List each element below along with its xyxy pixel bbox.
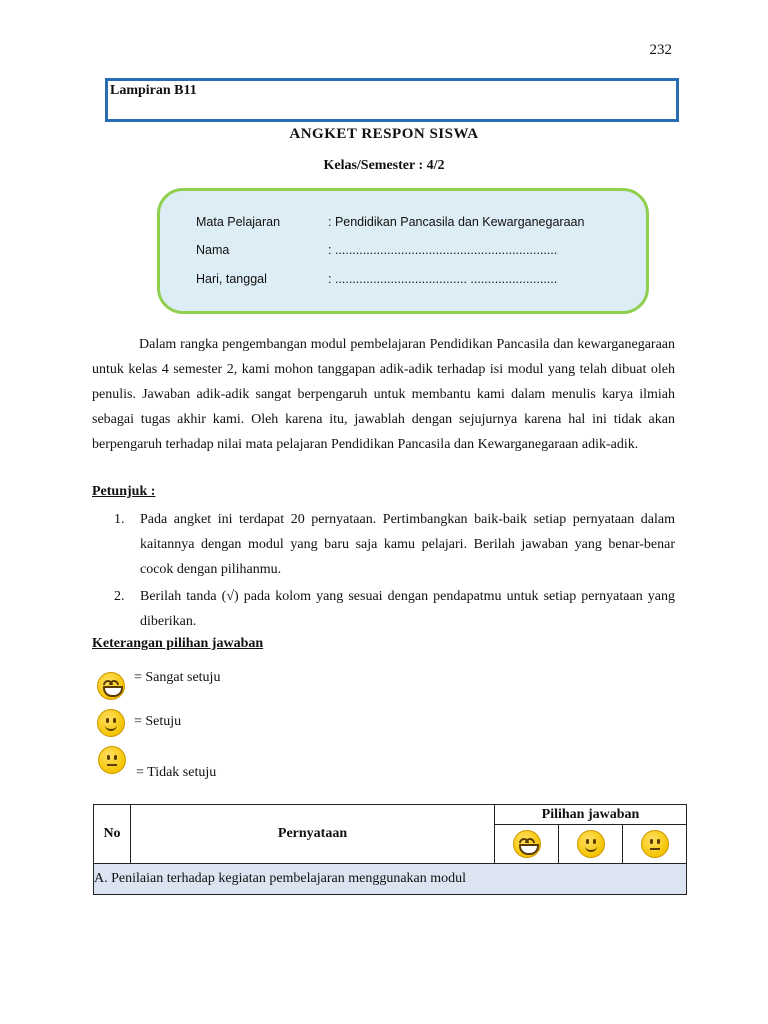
lampiran-box (105, 78, 679, 122)
info-row-name (196, 243, 557, 257)
lampiran-label: Lampiran B11 (110, 83, 197, 98)
instruction-text: Pada angket ini terdapat 20 pernyataan. Pertimbangkan baik-baik setiap pernyataan dalam kaitannya dengan modul yang baru saja kamu pelajari. Berilah jawaban yang benar-benar cocok dengan pilihanmu. (140, 512, 675, 577)
instruction-number: 1. (114, 512, 125, 527)
choice-strongly-agree-header (495, 825, 559, 864)
table-header-row (94, 805, 687, 825)
legend-strongly-agree: = Sangat setuju (134, 670, 221, 685)
info-value: : ...................................... ......................... (328, 272, 558, 286)
document-subtitle: Kelas/Semester : 4/2 (323, 158, 445, 173)
column-header-no: No (94, 805, 131, 864)
legend-heading: Keterangan pilihan jawaban (92, 636, 264, 651)
info-label: Mata Pelajaran (196, 215, 281, 229)
document-title: ANGKET RESPON SISWA (289, 126, 479, 142)
instruction-text: Berilah tanda (√) pada kolom yang sesuai dengan pendapatmu untuk setiap pernyataan yang diberikan. (140, 589, 675, 629)
instruction-item (92, 507, 675, 582)
neutral-face-icon (641, 830, 669, 858)
info-row-subject (196, 215, 584, 229)
response-table (93, 804, 687, 895)
page-number: 232 (649, 42, 672, 58)
legend-disagree: = Tidak setuju (136, 765, 217, 780)
info-value: : Pendidikan Pancasila dan Kewarganegaraan (328, 215, 585, 229)
instruction-number: 2. (114, 589, 125, 604)
instructions-list (92, 507, 675, 636)
info-row-date (196, 272, 557, 286)
intro-paragraph: Dalam rangka pengembangan modul pembelajaran Pendidikan Pancasila dan kewarganegaraan untuk kelas 4 semester 2, kami mohon tanggapan adik-adik terhadap isi modul yang telah dibuat oleh penulis. Jawaban adik-adik sangat berpengaruh untuk membantu kami dalam menulis karya ilmiah sebagai tugas akhir kami. Oleh karena itu, jawablah dengan sejujurnya karena hal ini tidak akan berpengaruh terhadap nilai mata pelajaran Pendidikan Pancasila dan Kewarganegaraan adik-adik. (92, 337, 675, 452)
legend-agree: = Setuju (134, 714, 182, 729)
choice-disagree-header (623, 825, 687, 864)
info-value: : ................................................................ (328, 243, 558, 257)
student-info-box (157, 188, 649, 314)
smiling-face-icon (577, 830, 605, 858)
column-header-statement: Pernyataan (131, 805, 495, 864)
grinning-face-icon (513, 830, 541, 858)
choice-agree-header (559, 825, 623, 864)
info-label: Hari, tanggal (196, 272, 267, 286)
table-section-row (94, 864, 687, 895)
column-header-choice: Pilihan jawaban (495, 805, 687, 825)
section-a-label: A. Penilaian terhadap kegiatan pembelajaran menggunakan modul (94, 864, 687, 895)
instructions-heading: Petunjuk : (92, 484, 156, 499)
neutral-face-icon (98, 746, 126, 774)
smiling-face-icon (97, 709, 125, 737)
grinning-face-icon (97, 672, 125, 700)
instruction-item (92, 584, 675, 634)
info-label: Nama (196, 243, 230, 257)
